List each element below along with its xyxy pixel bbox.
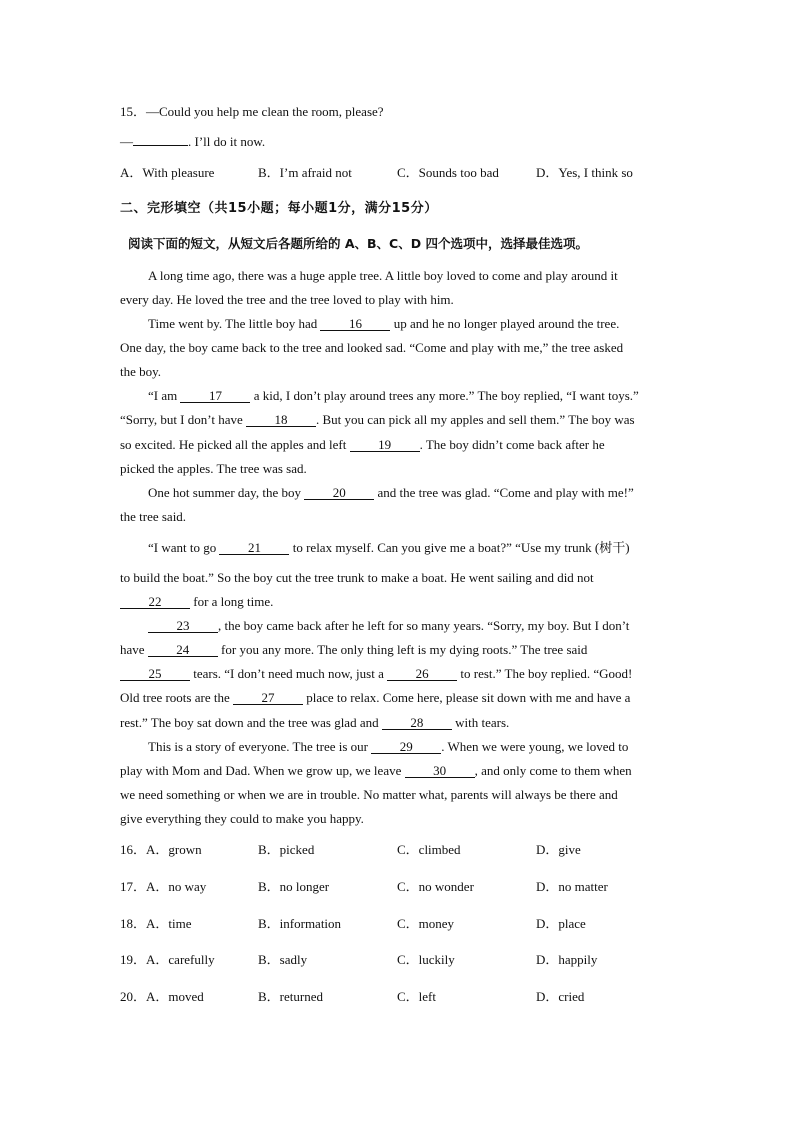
q15-option-b: B．I’m afraid not [258,165,352,180]
blank-25: 25 [120,667,190,681]
passage-line: This is a story of everyone. The tree is our 29 . When we were young, we loved to [148,739,629,754]
option-c: C．left [397,989,436,1004]
passage-line: the boy. [120,364,162,379]
passage-line: “I want to go 21 to relax myself. Can you give me a boat?” “Use my trunk (树干) [148,540,630,555]
question-15-stem: 15．—Could you help me clean the room, please? [120,104,384,119]
option-b: B．no longer [258,879,330,894]
blank-22: 22 [120,595,190,609]
passage-line: the tree said. [120,509,187,524]
blank-30: 30 [405,764,475,778]
question-number: 18．A．time [120,916,192,931]
blank-23: 23 [148,619,218,633]
q15-option-d: D．Yes, I think so [536,165,633,180]
option-b: B．returned [258,989,323,1004]
passage-line: every day. He loved the tree and the tree loved to play with him. [120,292,454,307]
option-d: D．happily [536,952,598,967]
blank-26: 26 [387,667,457,681]
option-d: D．cried [536,989,585,1004]
blank-29: 29 [371,740,441,754]
passage-line: 23 , the boy came back after he left for so many years. “Sorry, my boy. But I don’t [148,618,629,634]
passage-line: we need something or when we are in trouble. No matter what, parents will always be there and [120,787,618,802]
option-c: C．climbed [397,842,461,857]
blank-28: 28 [382,716,452,730]
option-d: D．place [536,916,586,931]
option-c: C．no wonder [397,879,474,894]
blank-27: 27 [233,691,303,705]
passage-line: play with Mom and Dad. When we grow up, we leave 30 , and only come to them when [120,763,632,778]
passage-line: One day, the boy came back to the tree and looked sad. “Come and play with me,” the tree asked [120,340,624,355]
q15-option-c: C．Sounds too bad [397,165,499,180]
question-number: 16．A．grown [120,842,202,857]
passage-line: so excited. He picked all the apples and left 19 . The boy didn’t come back after he [120,437,605,452]
passage-line: picked the apples. The tree was sad. [120,461,307,476]
passage-line: “I am 17 a kid, I don’t play around trees any more.” The boy replied, “I want toys.” [148,388,639,403]
reply-prefix: — [120,134,133,149]
question-number: 20．A．moved [120,989,204,1004]
blank-18: 18 [246,413,316,427]
blank-24: 24 [148,643,218,657]
blank-21: 21 [219,541,289,555]
option-c: C．money [397,916,455,931]
passage-line: give everything they could to make you happy. [120,811,364,826]
passage-line: Time went by. The little boy had 16 up and he no longer played around the tree. [148,316,620,331]
passage-line: to build the boat.” So the boy cut the tree trunk to make a boat. He went sailing and did not [120,570,594,585]
blank-19: 19 [350,438,420,452]
passage-line: One hot summer day, the boy 20 and the tree was glad. “Come and play with me!” [148,485,634,500]
passage-line: rest.” The boy sat down and the tree was glad and 28 with tears. [120,715,510,730]
blank-17: 17 [180,389,250,403]
answer-blank [133,145,188,146]
option-b: B．picked [258,842,315,857]
option-d: D．no matter [536,879,608,894]
passage-line: 25 tears. “I don’t need much now, just a 26 to rest.” The boy replied. “Good! [120,666,632,682]
passage-line: Old tree roots are the 27 place to relax. Come here, please sit down with me and have a [120,690,631,705]
option-b: B．sadly [258,952,308,967]
blank-20: 20 [304,486,374,500]
option-c: C．luckily [397,952,455,967]
reply-suffix: . I’ll do it now. [188,134,266,149]
question-number: 17．A．no way [120,879,207,894]
blank-16: 16 [320,317,390,331]
section-title: 二、完形填空（共15小题；每小题1分，满分15分） [120,201,438,216]
passage-line: A long time ago, there was a huge apple tree. A little boy loved to come and play around it [148,268,618,283]
option-b: B．information [258,916,342,931]
section-instruction: 阅读下面的短文，从短文后各题所给的 A、B、C、D 四个选项中，选择最佳选项。 [128,236,588,251]
option-d: D．give [536,842,581,857]
passage-line: 22 for a long time. [120,594,273,610]
q15-option-a: A．With pleasure [120,165,215,180]
passage-line: have 24 for you any more. The only thing left is my dying roots.” The tree said [120,642,588,657]
question-15-reply [120,134,265,150]
passage-line: “Sorry, but I don’t have 18 . But you can pick all my apples and sell them.” The boy was [120,412,635,427]
question-number: 19．A．carefully [120,952,215,967]
